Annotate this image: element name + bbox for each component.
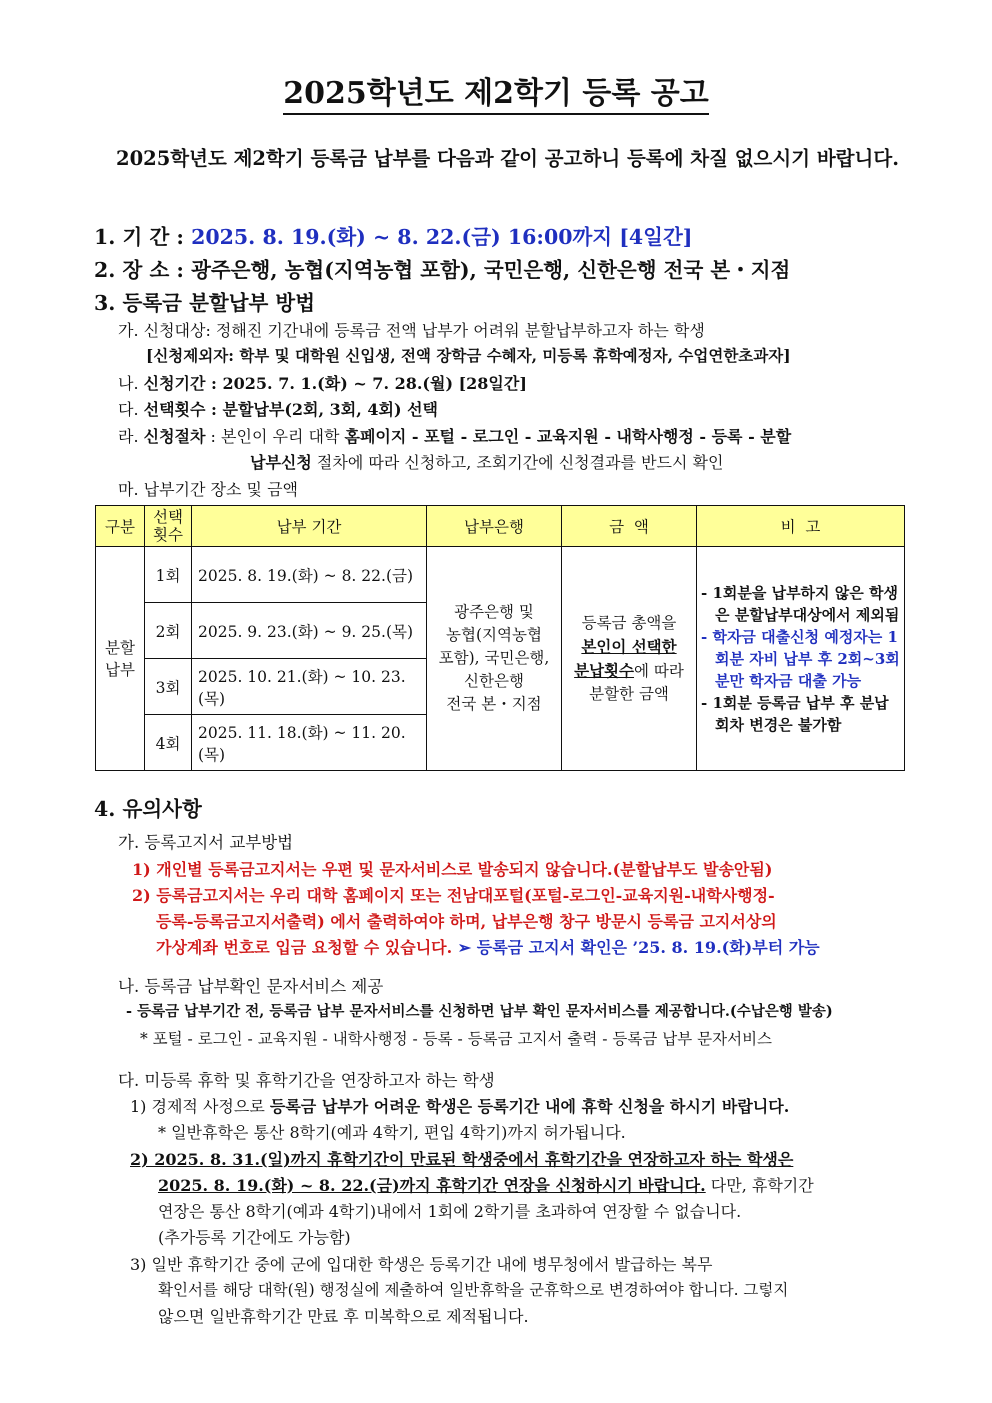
notice-da-2b: 2025. 8. 19.(화) ~ 8. 22.(금)까지 휴학기간 연장을 신청하시기 바랍니다. 다만, 휴학기간 [158,1176,814,1195]
notice-ga-2a: 2) 등록금고지서는 우리 대학 홈페이지 또는 전남대포털(포털-로그인-교육지원-내학사행정- [132,886,775,905]
notice-da-2e: (추가등록 기간에도 가능함) [158,1228,351,1247]
payment-table [95,505,905,771]
notice-da-3a: 3) 일반 휴학기간 중에 군에 입대한 학생은 등록기간 내에 병무청에서 발급하는 복무 [130,1255,713,1274]
header-bank: 납부은행 [427,506,562,547]
header-period: 납부 기간 [192,506,427,547]
notice-na-heading: 나. 등록금 납부확인 문자서비스 제공 [118,977,384,996]
apply-exclusion: [신청제외자: 학부 및 대학원 신입생, 전액 장학금 수혜자, 미등록 휴학예정자, 수업연한초과자] [146,346,791,365]
place-section: 2. 장 소 : 광주은행, 농협(지역농협 포함), 국민은행, 신한은행 전국 본・지점 [94,258,791,282]
notice-ga-2c: 가상계좌 번호로 입금 요청할 수 있습니다. ➢ 등록금 고지서 확인은 ’25. 8. 19.(화)부터 가능 [156,938,820,957]
group-cell: 분할 납부 [96,547,145,771]
period-cell: 2025. 9. 23.(화) ~ 9. 25.(목) [192,603,427,659]
period-cell: 2025. 11. 18.(화) ~ 11. 20.(목) [192,715,427,771]
count-cell: 1회 [145,547,192,603]
notice-na-2: * 포털 - 로그인 - 교육지원 - 내학사행정 - 등록 - 등록금 고지서 출력 - 등록금 납부 문자서비스 [140,1030,773,1048]
period-section: 1. 기 간 : 2025. 8. 19.(화) ~ 8. 22.(금) 16:00까지 [4일간] [94,225,693,249]
notice-da-3c: 않으면 일반휴학기간 만료 후 미복학으로 제적됩니다. [158,1307,529,1326]
period-cell: 2025. 10. 21.(화) ~ 10. 23.(목) [192,659,427,715]
notice-da-2d: 연장은 통산 8학기(예과 4학기)내에서 1회에 2학기를 초과하여 연장할 수 없습니다. [158,1202,742,1221]
installment-heading: 3. 등록금 분할납부 방법 [94,291,316,315]
count-cell: 3회 [145,659,192,715]
period-cell: 2025. 8. 19.(화) ~ 8. 22.(금) [192,547,427,603]
count-cell: 4회 [145,715,192,771]
notice-ga-heading: 가. 등록고지서 교부방법 [118,833,294,852]
notice-da-1: 1) 경제적 사정으로 등록금 납부가 어려운 학생은 등록기간 내에 휴학 신청을 하시기 바랍니다. [130,1097,790,1116]
notice-da-1c: * 일반휴학은 통산 8학기(예과 4학기, 편입 4학기)까지 허가됩니다. [158,1123,626,1142]
amount-line: 등록금 총액을 [581,613,677,632]
apply-period: 나. 신청기간 : 2025. 7. 1.(화) ~ 7. 28.(월) [28일간] [118,374,527,393]
notes-heading: 4. 유의사항 [94,797,202,821]
notice-da-3b: 확인서를 해당 대학(원) 행정실에 제출하여 일반휴학을 군휴학으로 변경하여야 합니다. 그렇지 [158,1281,789,1299]
page-title: 2025학년도 제2학기 등록 공고 [0,68,992,112]
header-note: 비 고 [697,506,905,547]
bank-cell: 광주은행 및 농협(지역농협 포함), 국민은행, 신한은행 전국 본・지점 [427,547,562,771]
note-cell [697,547,905,771]
table-row [96,547,905,603]
payment-table-caption: 마. 납부기간 장소 및 금액 [118,480,298,499]
count-cell: 2회 [145,603,192,659]
amount-emphasis: 본인이 선택한 분납횟수에 따라 분할한 금액 [574,636,684,703]
note-3: - 1회분 등록금 납부 후 분납 회차 변경은 불가함 [701,693,889,734]
notice-da-2a: 2) 2025. 8. 31.(일)까지 휴학기간이 만료된 학생중에서 휴학기간을 연장하고자 하는 학생은 [130,1150,794,1169]
header-count: 선택 횟수 [145,506,192,547]
note-2: - 학자금 대출신청 예정자는 1회분 자비 납부 후 2회~3회분만 학자금 대출 가능 [701,627,900,690]
header-category: 구분 [96,506,145,547]
select-count: 다. 선택횟수 : 분할납부(2회, 3회, 4회) 선택 [118,400,439,419]
intro-paragraph: 2025학년도 제2학기 등록금 납부를 다음과 같이 공고하니 등록에 차질 없으시기 바랍니다. [116,147,899,170]
notice-na-1: - 등록금 납부기간 전, 등록금 납부 문자서비스를 신청하면 납부 확인 문자서비스를 제공합니다.(수납은행 발송) [126,1003,833,1020]
notice-da-heading: 다. 미등록 휴학 및 휴학기간을 연장하고자 하는 학생 [118,1071,495,1090]
table-header-row [96,506,905,547]
apply-procedure-cont: 납부신청 절차에 따라 신청하고, 조회기간에 신청결과를 반드시 확인 [250,453,724,472]
apply-procedure: 라. 신청절차 : 본인이 우리 대학 홈페이지 - 포털 - 로그인 - 교육지원 - 내학사행정 - 등록 - 분할 [118,427,792,446]
apply-target: 가. 신청대상: 정해진 기간내에 등록금 전액 납부가 어려워 분할납부하고자 하는 학생 [118,321,705,340]
header-amount: 금 액 [562,506,697,547]
notice-ga-1: 1) 개인별 등록금고지서는 우편 및 문자서비스로 발송되지 않습니다.(분할납부도 발송안됨) [132,860,773,879]
notice-ga-2b: 등록-등록금고지서출력) 에서 출력하여야 하며, 납부은행 창구 방문시 등록금 고지서상의 [156,912,777,931]
amount-cell [562,547,697,771]
note-1: - 1회분을 납부하지 않은 학생은 분할납부대상에서 제외됨 [701,583,900,624]
